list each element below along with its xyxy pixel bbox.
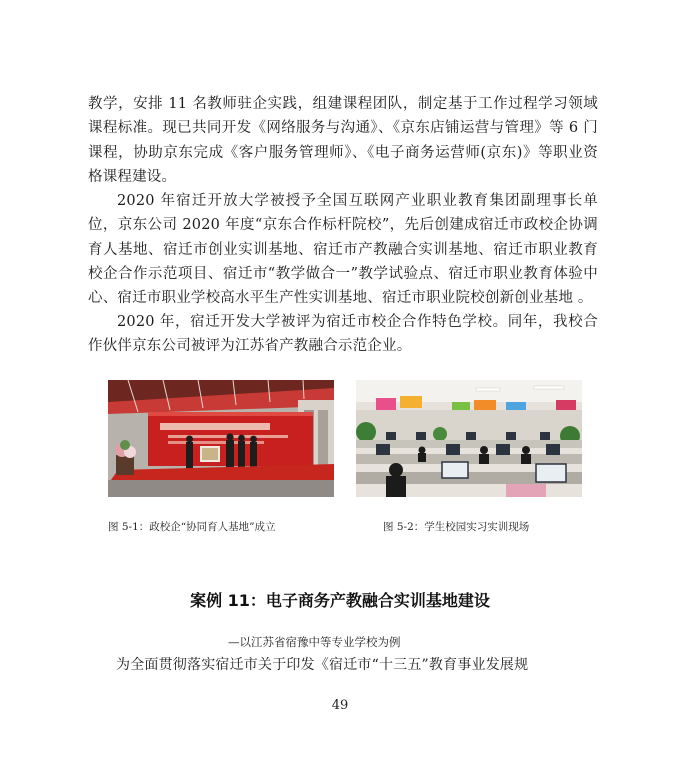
case-title: 案例 11：电子商务产教融合实训基地建设 <box>190 591 490 610</box>
figure-caption-right: 图 5-2：学生校园实习实训现场 <box>383 521 530 533</box>
page-number: 49 <box>331 698 349 713</box>
case-subtitle: —以江苏省宿豫中等专业学校为例 <box>228 635 401 649</box>
body-paragraph-3: 2020 年，宿迁开发大学被评为宿迁市校企合作特色学校。同年，我校合作伙伴京东公司被评为江苏省产教融合示范企业。 <box>88 314 598 355</box>
ceremony-photo-illustration <box>108 380 334 497</box>
body-paragraph-1: 教学，安排 11 名教师驻企实践，组建课程团队，制定基于工作过程学习领域课程标准。现已共同开发《网络服务与沟通》、《京东店铺运营与管理》等 6 门课程，协助京东完成《客户服务管理师》、《电子商务运营师(京东)》等职业资格课程建设。 <box>88 96 598 185</box>
body-paragraph-4: 为全面贯彻落实宿迁市关于印发《宿迁市“十三五”教育事业发展规 <box>116 657 529 673</box>
training-room-illustration <box>356 380 582 497</box>
figure-caption-left: 图 5-1：政校企“协同育人基地”成立 <box>108 521 276 533</box>
body-paragraph-2: 2020 年宿迁开放大学被授予全国互联网产业职业教育集团副理事长单位，京东公司 2020 年度“京东合作标杆院校”，先后创建成宿迁市政校企协调育人基地、宿迁市创业实训基地、宿迁市产教融合实训基地、宿迁市职业教育校企合作示范项目、宿迁市“教学做合一”教学试验点、宿迁市职业教育体验中心、宿迁市职业学校高水平生产性实训基地、宿迁市职业院校创新创业基地 。 <box>88 193 598 307</box>
ceremony-photo <box>108 380 334 497</box>
training-room-photo <box>356 380 582 497</box>
